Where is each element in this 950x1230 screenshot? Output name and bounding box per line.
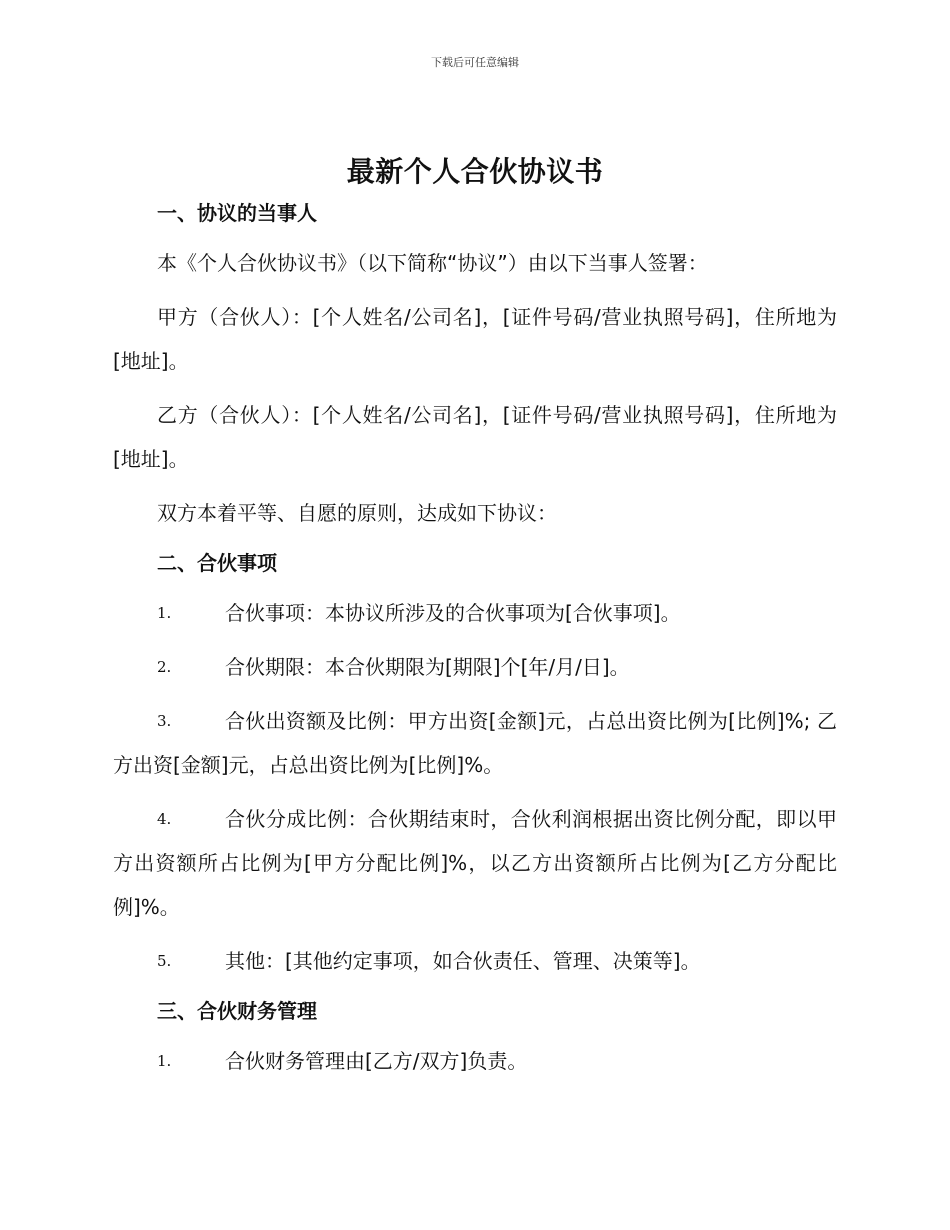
section-heading-parties: 一、协议的当事人 [157, 201, 317, 225]
list-item [113, 591, 837, 635]
section-heading-financial-management: 三、合伙财务管理 [157, 999, 317, 1023]
list-item-text: 合伙财务管理由[乙方/双方]负责。 [225, 1049, 528, 1073]
list-item-number: 3. [157, 712, 172, 730]
list-item-text: 合伙出资额及比例：甲方出资[金额]元，占总出资比例为[比例]%; 乙方出资[金额]元，占总出资比例为[比例]%。 [113, 709, 837, 777]
list-item-text: 合伙事项：本协议所涉及的合伙事项为[合伙事项]。 [225, 601, 681, 625]
section-heading-partnership-matters: 二、合伙事项 [157, 551, 277, 575]
list-item [113, 939, 837, 983]
list-item-number: 5. [157, 952, 172, 970]
paragraph-intro: 本《个人合伙协议书》（以下简称“协议”）由以下当事人签署： [157, 251, 708, 275]
list-item [113, 645, 837, 689]
list-item-text: 合伙期限：本合伙期限为[期限]个[年/月/日]。 [225, 655, 630, 679]
document-title: 最新个人合伙协议书 [346, 155, 604, 188]
list-item-number: 1. [157, 1052, 172, 1070]
list-item-number: 1. [157, 604, 172, 622]
document-body [113, 195, 837, 1083]
list-item [113, 699, 837, 787]
list-item-number: 2. [157, 658, 172, 676]
paragraph-agreement: 双方本着平等、自愿的原则，达成如下协议： [157, 501, 557, 525]
list-item-text: 合伙分成比例：合伙期结束时，合伙利润根据出资比例分配，即以甲方出资额所占比例为[甲方分配比例]%，以乙方出资额所占比例为[乙方分配比例]%。 [113, 807, 837, 919]
list-item-text: 其他：[其他约定事项，如合伙责任、管理、决策等]。 [225, 949, 701, 973]
list-item-number: 4. [157, 810, 172, 828]
list-item [113, 797, 837, 929]
paragraph-party-a: 甲方（合伙人）：[个人姓名/公司名]，[证件号码/营业执照号码]，住所地为[地址]。 [113, 305, 837, 373]
header-note: 下载后可任意编辑 [431, 56, 519, 69]
list-item [113, 1039, 837, 1083]
paragraph-party-b: 乙方（合伙人）：[个人姓名/公司名]，[证件号码/营业执照号码]，住所地为[地址]。 [113, 403, 837, 471]
